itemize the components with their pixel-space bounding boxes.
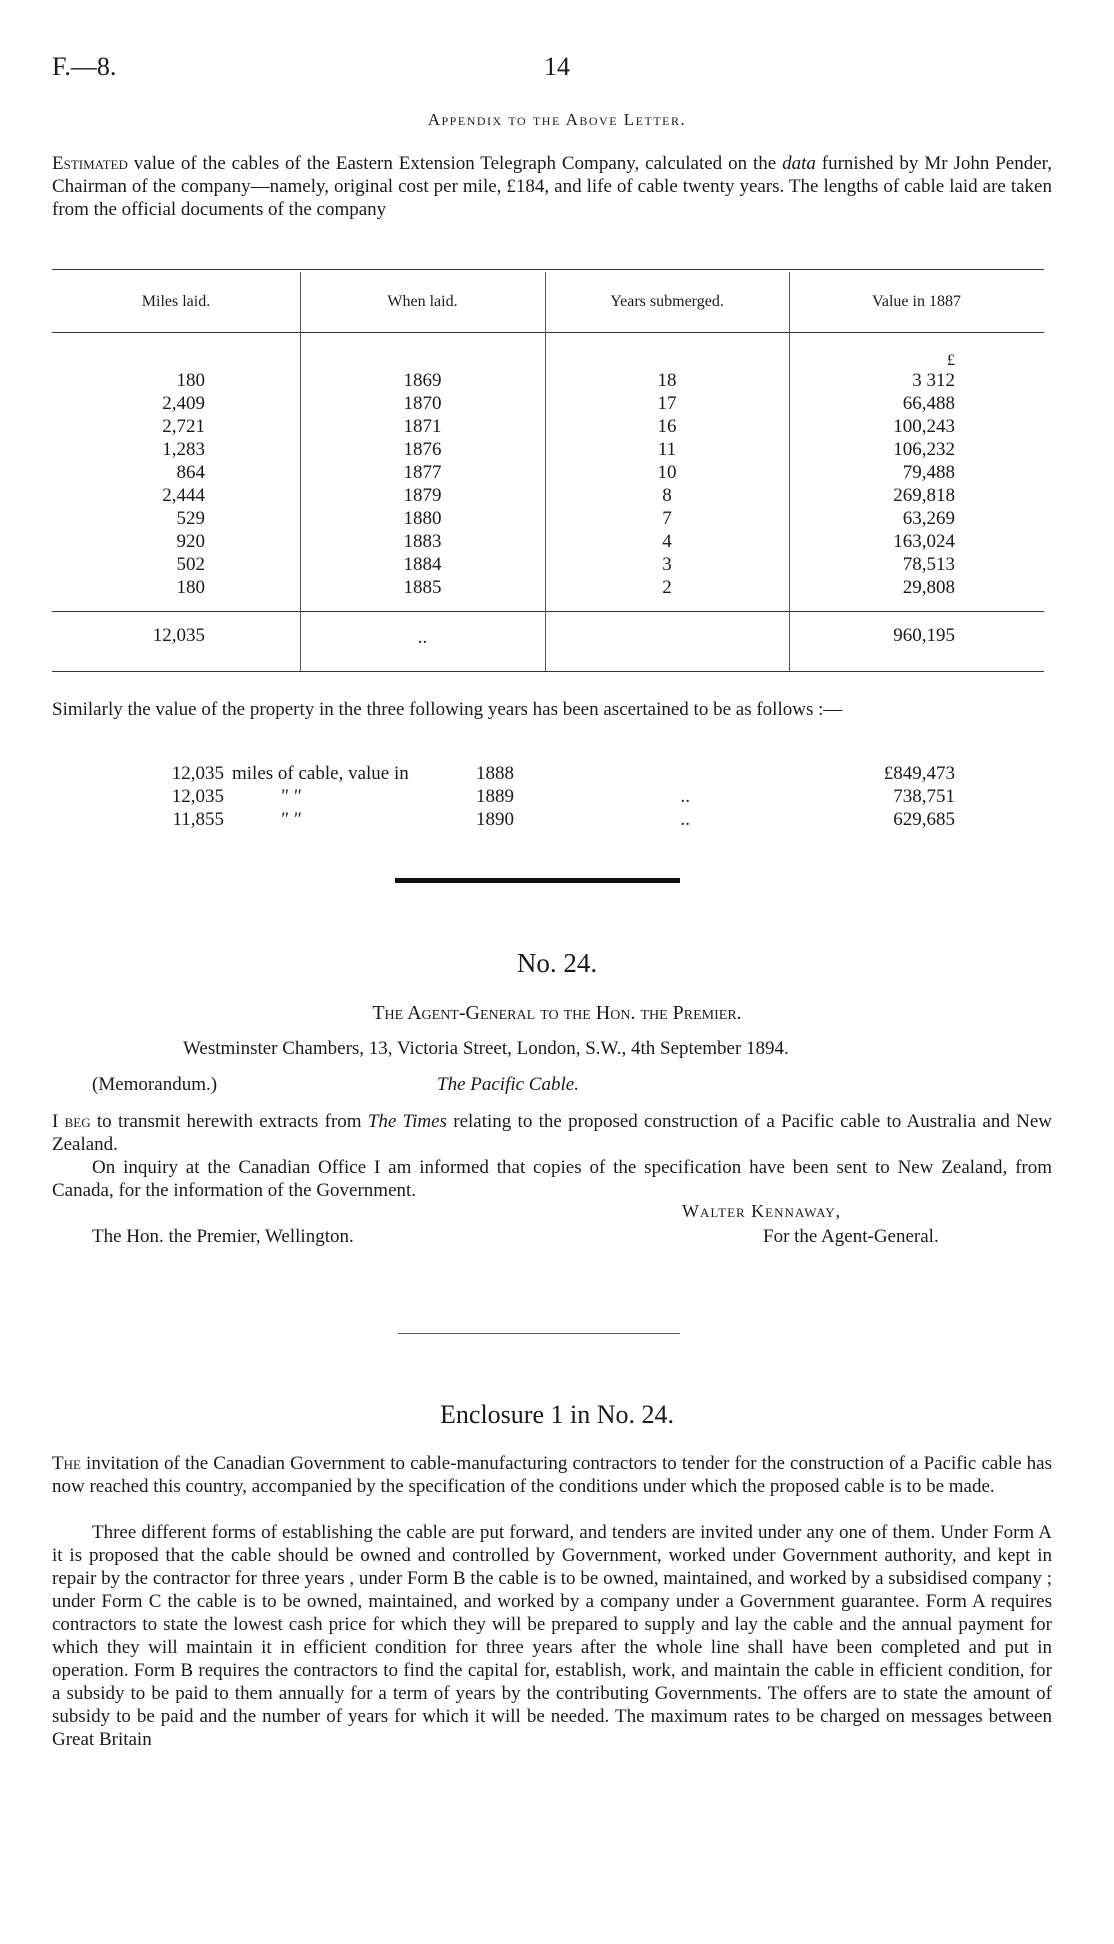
cell-when: 1885 (403, 577, 442, 598)
cell-years: 3 (662, 554, 672, 575)
body1-italic: The Times (367, 1111, 447, 1132)
cell-years: 10 (657, 462, 677, 483)
section-divider (398, 1333, 680, 1334)
enclosure-lead: The (52, 1453, 81, 1474)
cell-when: 1879 (403, 485, 442, 506)
property-desc: " " (280, 786, 301, 807)
enclosure-title: Enclosure 1 in No. 24. (440, 1400, 674, 1429)
cell-years: 17 (657, 393, 677, 414)
cell-miles: 502 (176, 554, 205, 575)
table-col-divider (789, 272, 790, 671)
cell-miles: 180 (176, 370, 205, 391)
cell-when: 1883 (403, 531, 442, 552)
body1-part2: relating to the proposed construction of a Pacific cable to Australia and New Zealand. (52, 1111, 1052, 1155)
table-header-rule (52, 332, 1044, 333)
cell-value: 79,488 (902, 462, 955, 483)
cell-years: 8 (662, 485, 672, 506)
cell-value: 29,808 (902, 577, 955, 598)
cell-miles: 2,721 (162, 416, 205, 437)
letter-from-to: The Agent-General to the Hon. the Premier. (372, 1002, 742, 1024)
cell-years: 16 (657, 416, 677, 437)
body1-part1: to transmit herewith extracts from (90, 1111, 368, 1132)
memo-subject: The Pacific Cable. (437, 1074, 579, 1095)
letter-body-2: On inquiry at the Canadian Office I am informed that copies of the specification have been sent to New Zealand, from Canada, for the information of the Government. (52, 1157, 1052, 1201)
intro-lead: Estimated (52, 153, 128, 174)
cell-when: 1877 (403, 462, 442, 483)
letter-addressee: The Hon. the Premier, Wellington. (92, 1226, 354, 1247)
property-value: £849,473 (883, 763, 955, 784)
section-divider (395, 878, 680, 883)
signature-title: For the Agent-General. (763, 1226, 939, 1247)
property-intro: Similarly the value of the property in the three following years has been ascertained to be as follows :— (52, 699, 843, 720)
cell-value: 3 312 (912, 370, 955, 391)
enclosure-p1: invitation of the Canadian Government to cable-manufacturing contractors to tender for the construction of a Pacific cable has now reached this country, accompanied by the specification of the conditions under which the proposed cable is to be made. (52, 1453, 1052, 1497)
table-top-rule (52, 269, 1044, 270)
cell-years: 7 (662, 508, 672, 529)
appendix-intro (52, 152, 1052, 221)
intro-part1: value of the cables of the Eastern Extension Telegraph Company, calculated on the (127, 153, 783, 174)
property-desc: " " (280, 809, 301, 830)
letter-address: Westminster Chambers, 13, Victoria Street, London, S.W., 4th September 1894. (183, 1038, 789, 1059)
cell-value: 106,232 (893, 439, 955, 460)
total-miles: 12,035 (152, 625, 205, 646)
cell-miles: 864 (176, 462, 205, 483)
property-year: 1888 (476, 763, 514, 784)
body1-lead: I beg (52, 1111, 91, 1132)
cell-value: 63,269 (902, 508, 955, 529)
letter-number: No. 24. (516, 948, 598, 978)
cell-value: 269,818 (893, 485, 955, 506)
table-bottom-rule (52, 671, 1044, 672)
enclosure-para-2: Three different forms of establishing the cable are put forward, and tenders are invited under any one of them. Under Form A it is proposed that the cable should be owned and controlled by Government, worked under Government authority, and kept in repair by the contractor for three years , under Form B the cable is to be owned, maintained, and worked by a subsidised company ; under Form C the cable is to be owned, maintained, and worked by a company under a Government guarantee. Form A requires contractors to state the lowest cash price for which they will be prepared to supply and lay the cable and the annual payment for which they will maintain it in efficient condition for three years after the whole line shall have been completed and put in operation. Form B requires the contractors to find the capital for, establish, work, and maintain the cable in efficient condition, for a subsidy to be paid to them annually for a term of years by the contributing Governments. The offers are to state the amount of subsidy to be paid and the number of years for which it will be needed. The maximum rates to be charged on messages between Great Britain (52, 1522, 1052, 1750)
property-value: 738,751 (893, 786, 955, 807)
property-year: 1889 (476, 786, 514, 807)
cell-when: 1869 (403, 370, 442, 391)
property-leader: .. (680, 786, 690, 807)
cell-years: 18 (657, 370, 677, 391)
cell-when: 1870 (403, 393, 442, 414)
property-desc: miles of cable, value in (232, 763, 409, 784)
property-miles: 12,035 (171, 763, 224, 784)
memo-label: (Memorandum.) (92, 1074, 218, 1095)
cell-value: 78,513 (902, 554, 955, 575)
property-value: 629,685 (893, 809, 955, 830)
property-year: 1890 (476, 809, 514, 830)
currency-symbol: £ (947, 352, 955, 369)
property-miles: 11,855 (172, 809, 224, 830)
letter-body-1 (52, 1110, 1052, 1156)
cell-miles: 2,409 (162, 393, 205, 414)
cell-value: 100,243 (893, 416, 955, 437)
cell-when: 1880 (403, 508, 442, 529)
cell-years: 11 (657, 439, 677, 460)
cell-value: 163,024 (893, 531, 955, 552)
cell-when: 1876 (403, 439, 442, 460)
header-value-1887: Value in 1887 (872, 293, 961, 310)
signature-name: Walter Kennaway, (682, 1201, 842, 1221)
page-reference: F.—8. (52, 52, 117, 81)
page-number: 14 (544, 52, 570, 81)
enclosure-para-1 (52, 1452, 1052, 1498)
cell-when: 1871 (403, 416, 442, 437)
header-when-laid: When laid. (387, 293, 458, 310)
cell-when: 1884 (403, 554, 442, 575)
appendix-title: Appendix to the Above Letter. (427, 110, 687, 129)
property-miles: 12,035 (171, 786, 224, 807)
total-when-leader: .. (417, 627, 428, 648)
table-total-rule (52, 611, 1044, 612)
property-leader: .. (680, 809, 690, 830)
total-value: 960,195 (893, 625, 955, 646)
cell-miles: 2,444 (162, 485, 205, 506)
cell-years: 2 (662, 577, 672, 598)
cell-miles: 180 (176, 577, 205, 598)
header-miles-laid: Miles laid. (141, 293, 211, 310)
intro-part2: furnished by Mr John Pender, Chairman of the company—namely, original cost per mile, £184, and life of cable twenty years. The lengths of cable laid are taken from the official documents of the company (52, 153, 1052, 220)
header-years-submerged: Years submerged. (610, 293, 724, 310)
cell-value: 66,488 (902, 393, 955, 414)
cell-miles: 1,283 (162, 439, 205, 460)
intro-italic: data (782, 153, 816, 174)
cell-miles: 529 (176, 508, 205, 529)
cell-years: 4 (662, 531, 672, 552)
cell-miles: 920 (176, 531, 205, 552)
